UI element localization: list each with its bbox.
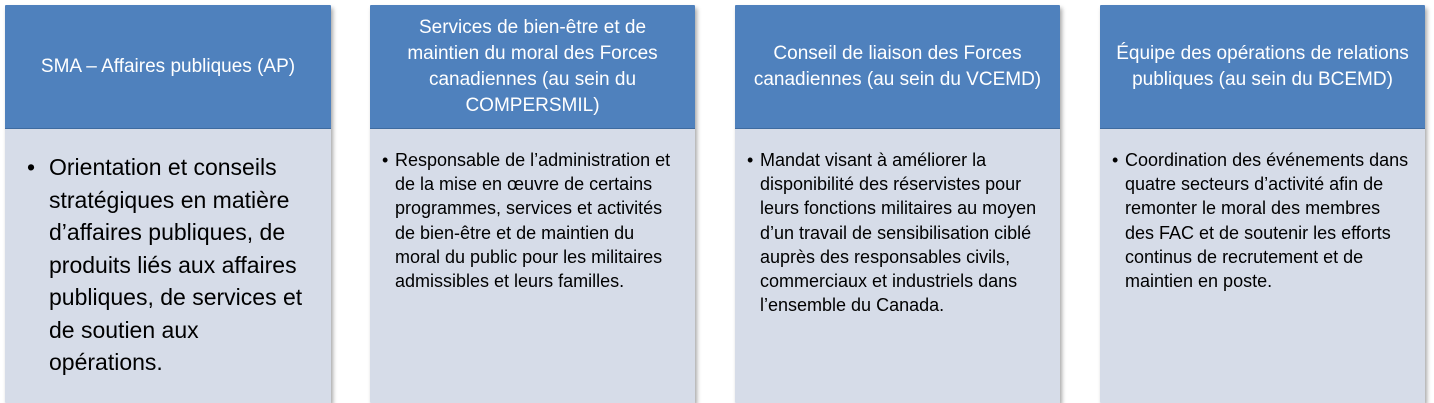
- bullet-text: Mandat visant à améliorer la disponibilité des réservistes pour leurs fonctions militaires au moyen d’un travail de sensibilisation ciblé auprès des responsables civils, commerciaux et industriels dans l’ensemble du Canada.: [760, 150, 1037, 316]
- bullet-item: [382, 148, 683, 293]
- card-header: Conseil de liaison des Forces canadiennes (au sein du VCEMD): [735, 5, 1060, 129]
- card-body: [735, 129, 1060, 403]
- org-unit-card-welfare: [370, 5, 695, 403]
- bullet-icon: •: [747, 150, 754, 170]
- card-header: SMA – Affaires publiques (AP): [5, 5, 331, 129]
- card-body: [370, 129, 695, 403]
- bullet-text: Coordination des événements dans quatre secteurs d’activité afin de remonter le moral des membres des FAC et de soutenir les efforts continus de recrutement et de maintien en poste.: [1125, 150, 1409, 292]
- org-unit-card-pr-ops: [1100, 5, 1425, 403]
- org-unit-card-ap: [5, 5, 331, 403]
- bullet-item: [27, 151, 313, 379]
- bullet-icon: •: [1112, 150, 1119, 170]
- bullet-text: Responsable de l’administration et de la mise en œuvre de certains programmes, services et activités de bien-être et de maintien du moral du public pour les militaires admissibles et leurs familles.: [395, 150, 671, 292]
- bullet-text: Orientation et conseils stratégiques en matière d’affaires publiques, de produits liés aux affaires publiques, de services et de soutien aux opérations.: [49, 154, 303, 375]
- card-header: Équipe des opérations de relations publiques (au sein du BCEMD): [1100, 5, 1425, 129]
- bullet-item: [1112, 148, 1413, 293]
- bullet-icon: •: [382, 150, 389, 170]
- card-body: [1100, 129, 1425, 403]
- card-header: Services de bien-être et de maintien du moral des Forces canadiennes (au sein du COMPERSMIL): [370, 5, 695, 129]
- bullet-item: [747, 148, 1048, 317]
- card-body: [5, 129, 331, 403]
- bullet-icon: •: [27, 154, 36, 180]
- org-unit-card-liaison: [735, 5, 1060, 403]
